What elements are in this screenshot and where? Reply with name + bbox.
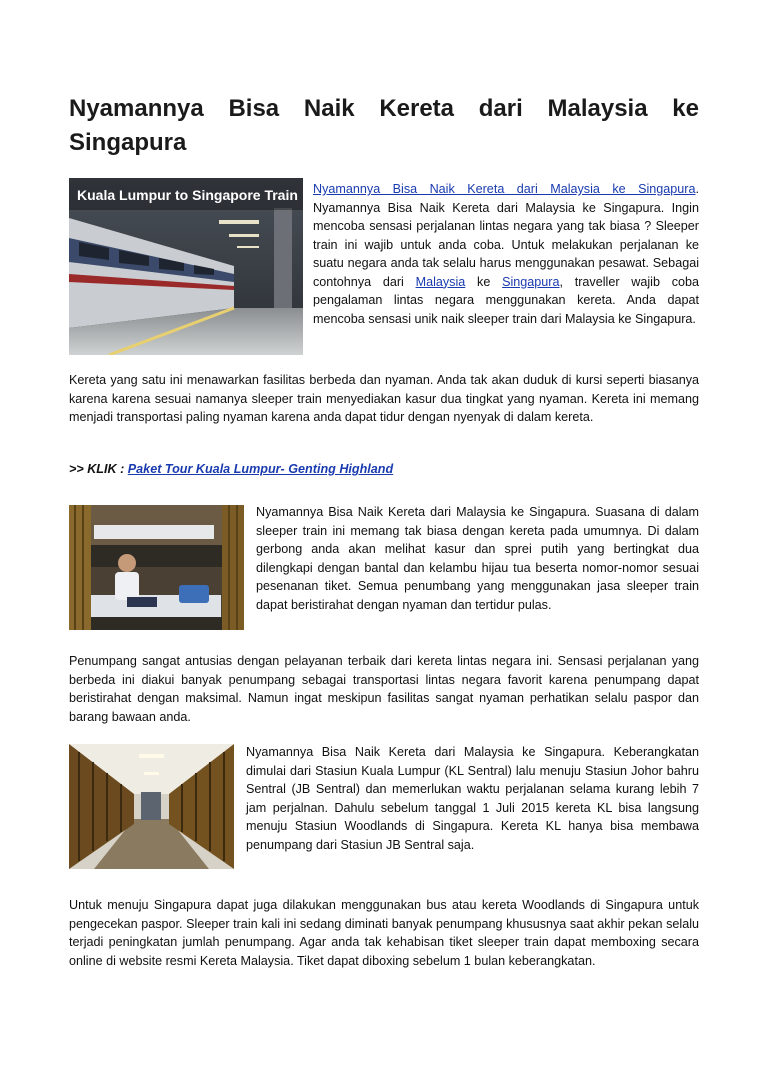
klik-line: >> KLIK : Paket Tour Kuala Lumpur- Genting Highland: [69, 462, 394, 476]
paragraph-6: Untuk menuju Singapura dapat juga dilakukan menggunakan bus atau kereta Woodlands di Singapura untuk pengecekan paspor. Sleeper train kali ini sedang diminati banyak penumpang khususnya saat akhir pekan selalu terjadi peningkatan jumlah penumpang. Agar anda tak kehabisan tiket sleeper train dapat memboxing secara online di website resmi Kereta Malaysia. Tiket dapat diboxing sebelum 1 bulan keberangkatan.: [69, 898, 699, 968]
paragraph-2: Kereta yang satu ini menawarkan fasilitas berbeda dan nyaman. Anda tak akan duduk di kursi seperti biasanya karena karena sesuai namanya sleeper train menyediakan kasur dua tingkat yang nyaman. Kereta ini memang menjadi transportasi paling nyaman karena anda dapat tidur dengan nyenyak di dalam kereta.: [69, 373, 699, 424]
sleeper-berth-image: [69, 505, 244, 630]
train-corridor-image: [69, 744, 234, 869]
paragraph-4: Penumpang sangat antusias dengan pelayanan terbaik dari kereta lintas negara ini. Sensasi perjalanan yang berbeda ini diakui banyak penumpang sebagai transportasi lintas negara favorit karena penumpang dapat beristirahat dengan maksimal. Namun ingat meskipun fasilitas sangat nyaman perhatikan selalu paspor dan barang bawaan anda.: [69, 654, 699, 724]
singapura-link[interactable]: Singapura: [502, 274, 560, 289]
train-platform-image: [69, 178, 303, 355]
malaysia-link[interactable]: Malaysia: [415, 274, 466, 289]
article-link[interactable]: Nyamannya Bisa Naik Kereta dari Malaysia ke Singapura: [313, 182, 696, 196]
section3-text: Nyamannya Bisa Naik Kereta dari Malaysia ke Singapura. Suasana di dalam sleeper train ini memang tak biasa dengan kereta pada umumnya. Di dalam gerbong anda akan melihat kasur dan sprei putih yang bertingkat dua dilengkapi dengan bantal dan kelambu hijau tua beserta nomor-nomor sesuai pesenanan tiket. Semua penumbang yang menggunakan jasa sleeper train dapat beristirahat dengan nyaman dan tertidur pulas.: [256, 505, 699, 612]
page-title: Nyamannya Bisa Naik Kereta dari Malaysia ke Singapura: [69, 95, 699, 156]
section1-text: Nyamannya Bisa Naik Kereta dari Malaysia ke Singapura. Nyamannya Bisa Naik Kereta dari Malaysia ke Singapura. Ingin mencoba sensasi perjalanan lintas negara yang tak biasa ? Sleeper train ini wajib untuk anda coba. Untuk melakukan perjalanan ke suatu negara anda tak selalu harus menggunakan pesawat. Sebagai contohnya dari Malaysia ke Singapura, traveller wajib coba pengalaman lintas negara menggunakan kereta. Anda dapat mencoba sensasi unik naik sleeper train dari Malaysia ke Singapura.: [313, 182, 699, 326]
section5-text: Nyamannya Bisa Naik Kereta dari Malaysia ke Singapura. Keberangkatan dimulai dari Stasiun Kuala Lumpur (KL Sentral) lalu menuju Stasiun Johor bahru Sentral (JB Sentral) dan memerlukan waktu perjalanan selama kurang lebih 7 jam perjalnan. Dahulu sebelum tanggal 1 Juli 2015 kereta KL bisa langsung menuju Stasiun Woodlands di Singapura. Kereta KL hanya bisa membawa penumpang dari Stasiun JB Sentral saja.: [246, 745, 699, 852]
paket-tour-link[interactable]: Paket Tour Kuala Lumpur- Genting Highland: [127, 462, 394, 476]
image-caption: Kuala Lumpur to Singapore Train: [77, 187, 298, 203]
